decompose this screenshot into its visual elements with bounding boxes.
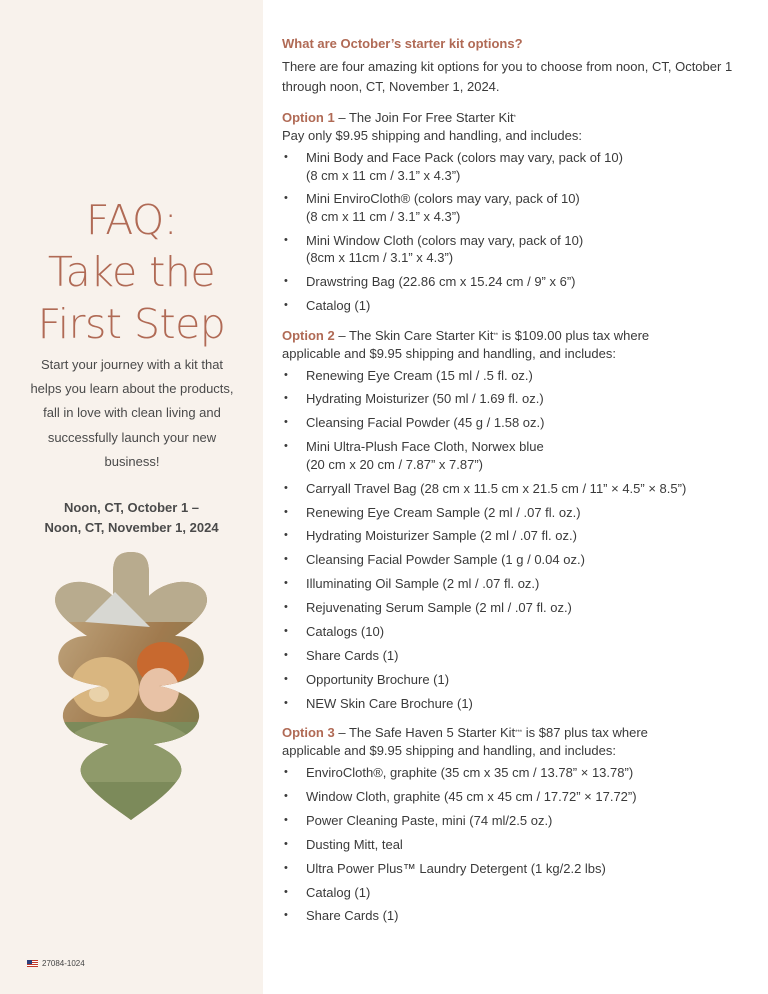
item-name: • Share Cards (1): [306, 647, 399, 663]
document-code-text: 27084-1024: [42, 959, 85, 968]
list-item: [282, 504, 742, 522]
list-item: [282, 599, 742, 617]
item-name: • Catalog (1): [306, 884, 371, 900]
date-end: Noon, CT, November 1, 2024: [44, 520, 219, 535]
footnote-mark: ***: [515, 730, 523, 737]
item-name: • Carryall Travel Bag (28 cm x 11.5 cm x 21.5 cm / 11” × 4.5” × 8.5”): [306, 480, 687, 496]
item-dimensions: (20 cm x 20 cm / 7.87” x 7.87”): [306, 456, 484, 472]
list-item: [282, 575, 742, 593]
item-name: • Dusting Mitt, teal: [306, 836, 403, 852]
kit-option-1: [282, 109, 742, 315]
item-dimensions: (8 cm x 11 cm / 3.1” x 4.3”): [306, 167, 461, 183]
faq-question: What are October’s starter kit options?: [282, 36, 523, 51]
option-kit-name: – The Safe Haven 5 Starter Kit: [334, 725, 516, 741]
option-subtext: applicable and $9.95 shipping and handling, and includes:: [282, 345, 616, 361]
footnote-mark: *: [513, 115, 517, 121]
kit-options: [282, 109, 742, 925]
option-subtext: applicable and $9.95 shipping and handling, and includes:: [282, 743, 616, 759]
list-item: [282, 812, 742, 830]
list-item: [282, 836, 742, 854]
item-name: • EnviroCloth®, graphite (35 cm x 35 cm / 13.78” × 13.78”): [306, 765, 634, 781]
item-name: • Mini Window Cloth (colors may vary, pack of 10): [306, 232, 584, 248]
option-price: is $109.00 plus tax where: [498, 327, 650, 343]
item-name: • Share Cards (1): [306, 908, 399, 924]
list-item: [282, 480, 742, 498]
list-item: [282, 297, 742, 315]
title-line: FAQ:: [85, 196, 178, 244]
item-name: • Mini EnviroCloth® (colors may vary, pack of 10): [306, 191, 580, 207]
list-item: [282, 764, 742, 782]
item-name: • Mini Body and Face Pack (colors may vary, pack of 10): [306, 150, 623, 165]
document-code: [27, 959, 85, 968]
list-item: [282, 884, 742, 902]
item-name: • Renewing Eye Cream Sample (2 ml / .07 fl. oz.): [306, 504, 581, 520]
kit-option-3: [282, 724, 742, 925]
item-name: • Drawstring Bag (22.86 cm x 15.24 cm / 9” x 6”): [306, 274, 576, 290]
option-heading: [282, 109, 742, 145]
list-item: [282, 149, 742, 184]
item-dimensions: (8cm x 11cm / 3.1” x 4.3”): [306, 250, 454, 266]
item-name: • Window Cloth, graphite (45 cm x 45 cm / 17.72” × 17.72”): [306, 789, 637, 805]
option-label: Option 3: [282, 725, 335, 741]
item-name: • Catalog (1): [306, 298, 371, 314]
item-name: • Power Cleaning Paste, mini (74 ml/2.5 oz.): [306, 812, 553, 828]
faq-content: [282, 34, 742, 931]
sidebar-panel: [0, 0, 263, 994]
option-price: is $87 plus tax where: [522, 725, 648, 741]
list-item: [282, 438, 742, 473]
date-start: Noon, CT, October 1 –: [63, 500, 200, 515]
list-item: [282, 273, 742, 291]
option-kit-name: – The Skin Care Starter Kit: [334, 327, 494, 343]
date-range: [20, 498, 243, 538]
option-heading: [282, 327, 742, 363]
list-item: [282, 623, 742, 641]
kit-item-list: [282, 149, 742, 315]
item-name: • Cleansing Facial Powder (45 g / 1.58 oz.): [306, 415, 545, 431]
option-kit-name: – The Join For Free Starter Kit: [334, 110, 514, 125]
option-subtext: Pay only $9.95 shipping and handling, and includes:: [282, 128, 582, 143]
faq-answer: There are four amazing kit options for you to choose from noon, CT, October 1 through noon, CT, November 1, 2024.: [282, 59, 733, 94]
kit-option-2: [282, 327, 742, 713]
item-name: • Illuminating Oil Sample (2 ml / .07 fl. oz.): [306, 576, 540, 592]
title-line: Take the: [47, 248, 216, 296]
item-name: • Ultra Power Plus™ Laundry Detergent (1 kg/2.2 lbs): [306, 860, 606, 876]
item-name: • Mini Ultra-Plush Face Cloth, Norwex blue: [306, 439, 544, 455]
item-name: • Hydrating Moisturizer (50 ml / 1.69 fl. oz.): [306, 391, 544, 407]
list-item: [282, 907, 742, 925]
list-item: [282, 860, 742, 878]
list-item: [282, 190, 742, 225]
us-flag-icon: [27, 960, 38, 967]
option-heading: [282, 724, 742, 760]
footnote-mark: **: [493, 332, 499, 339]
list-item: [282, 671, 742, 689]
list-item: [282, 232, 742, 267]
kit-item-list: [282, 367, 742, 713]
item-name: • Renewing Eye Cream (15 ml / .5 fl. oz.): [306, 367, 533, 383]
page-title: [0, 194, 263, 350]
intro-text: Start your journey with a kit that helps you learn about the products, fall in love with clean living and successfully launch your new business!: [30, 357, 234, 469]
item-name: • NEW Skin Care Brochure (1): [306, 695, 473, 711]
item-dimensions: (8 cm x 11 cm / 3.1” x 4.3”): [306, 208, 461, 224]
list-item: [282, 647, 742, 665]
list-item: [282, 414, 742, 432]
list-item: [282, 527, 742, 545]
item-name: • Rejuvenating Serum Sample (2 ml / .07 fl. oz.): [306, 600, 572, 616]
item-name: • Opportunity Brochure (1): [306, 671, 450, 687]
leaf-photo-illustration: [55, 552, 207, 822]
list-item: [282, 390, 742, 408]
option-label: Option 2: [282, 327, 335, 343]
item-name: • Hydrating Moisturizer Sample (2 ml / .07 fl. oz.): [306, 528, 577, 544]
list-item: [282, 788, 742, 806]
list-item: [282, 551, 742, 569]
item-name: • Cleansing Facial Powder Sample (1 g / 0.04 oz.): [306, 552, 585, 568]
list-item: [282, 367, 742, 385]
title-line: First Step: [37, 300, 226, 348]
item-name: • Catalogs (10): [306, 623, 385, 639]
kit-item-list: [282, 764, 742, 925]
list-item: [282, 695, 742, 713]
option-label: Option 1: [282, 110, 335, 125]
